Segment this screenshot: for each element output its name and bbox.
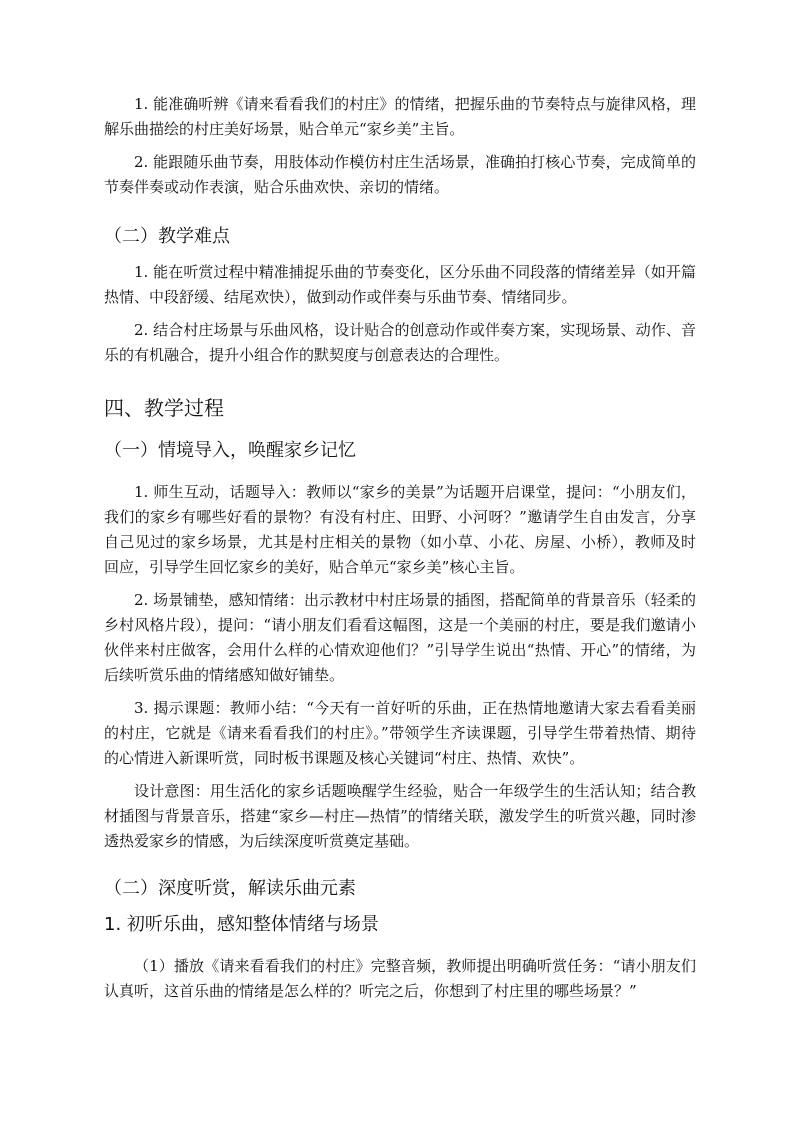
paragraph-first-listening-1: （1）播放《请来看看我们的村庄》完整音频，教师提出明确听赏任务：“请小朋友们认真听，这首乐曲的情绪是怎么样的？听完之后，你想到了村庄里的哪些场景？” <box>104 957 696 1000</box>
heading-first-listening: 1. 初听乐曲，感知整体情绪与场景 <box>104 914 379 935</box>
heading-deep-listening: （二）深度听赏，解读乐曲元素 <box>104 878 356 899</box>
heading-teaching-difficulty: （二）教学难点 <box>104 226 230 247</box>
heading-teaching-process: 四、教学过程 <box>104 396 224 420</box>
paragraph-intro-2: 2. 场景铺垫，感知情绪：出示教材中村庄场景的插图，搭配简单的背景音乐（轻柔的乡村风格片段），提问：“请小朋友们看看这幅图，这是一个美丽的村庄，要是我们邀请小伙伴来村庄做客，会用什么样的心情欢迎他们？”引导学生说出“热情、开心”的情绪，为后续听赏乐曲的情绪感知做好铺垫。 <box>104 591 696 684</box>
paragraph-intro-3: 3. 揭示课题：教师小结：“今天有一首好听的乐曲，正在热情地邀请大家去看看美丽的村庄，它就是《请来看看我们的村庄》。”带领学生齐读课题，引导学生带着热情、期待的心情进入新课听赏，同时板书课题及核心关键词“村庄、热情、欢快”。 <box>104 699 696 767</box>
document-body <box>104 92 696 1004</box>
paragraph-difficulty-1: 1. 能在听赏过程中精准捕捉乐曲的节奏变化，区分乐曲不同段落的情绪差异（如开篇热情、中段舒缓、结尾欢快），做到动作或伴奏与乐曲节奏、情绪同步。 <box>104 263 696 306</box>
paragraph-design-intent: 设计意图：用生活化的家乡话题唤醒学生经验，贴合一年级学生的生活认知；结合教材插图与背景音乐，搭建“家乡—村庄—热情”的情绪关联，激发学生的听赏兴趣，同时渗透热爱家乡的情感，为后续深度听赏奠定基础。 <box>104 782 696 850</box>
paragraph-objective-1: 1. 能准确听辨《请来看看我们的村庄》的情绪，把握乐曲的节奏特点与旋律风格，理解乐曲描绘的村庄美好场景，贴合单元“家乡美”主旨。 <box>104 95 696 138</box>
paragraph-difficulty-2: 2. 结合村庄场景与乐曲风格，设计贴合的创意动作或伴奏方案，实现场景、动作、音乐的有机融合，提升小组合作的默契度与创意表达的合理性。 <box>104 321 696 364</box>
paragraph-objective-2: 2. 能跟随乐曲节奏，用肢体动作模仿村庄生活场景，准确拍打核心节奏，完成简单的节奏伴奏或动作表演，贴合乐曲欢快、亲切的情绪。 <box>104 153 696 196</box>
paragraph-intro-1: 1. 师生互动，话题导入：教师以“家乡的美景”为话题开启课堂，提问：“小朋友们，我们的家乡有哪些好看的景物？有没有村庄、田野、小河呀？”邀请学生自由发言，分享自己见过的家乡场景，尤其是村庄相关的景物（如小草、小花、房屋、小桥），教师及时回应，引导学生回忆家乡的美好，贴合单元“家乡美”核心主旨。 <box>104 483 696 576</box>
heading-situational-intro: （一）情境导入，唤醒家乡记忆 <box>104 440 356 461</box>
